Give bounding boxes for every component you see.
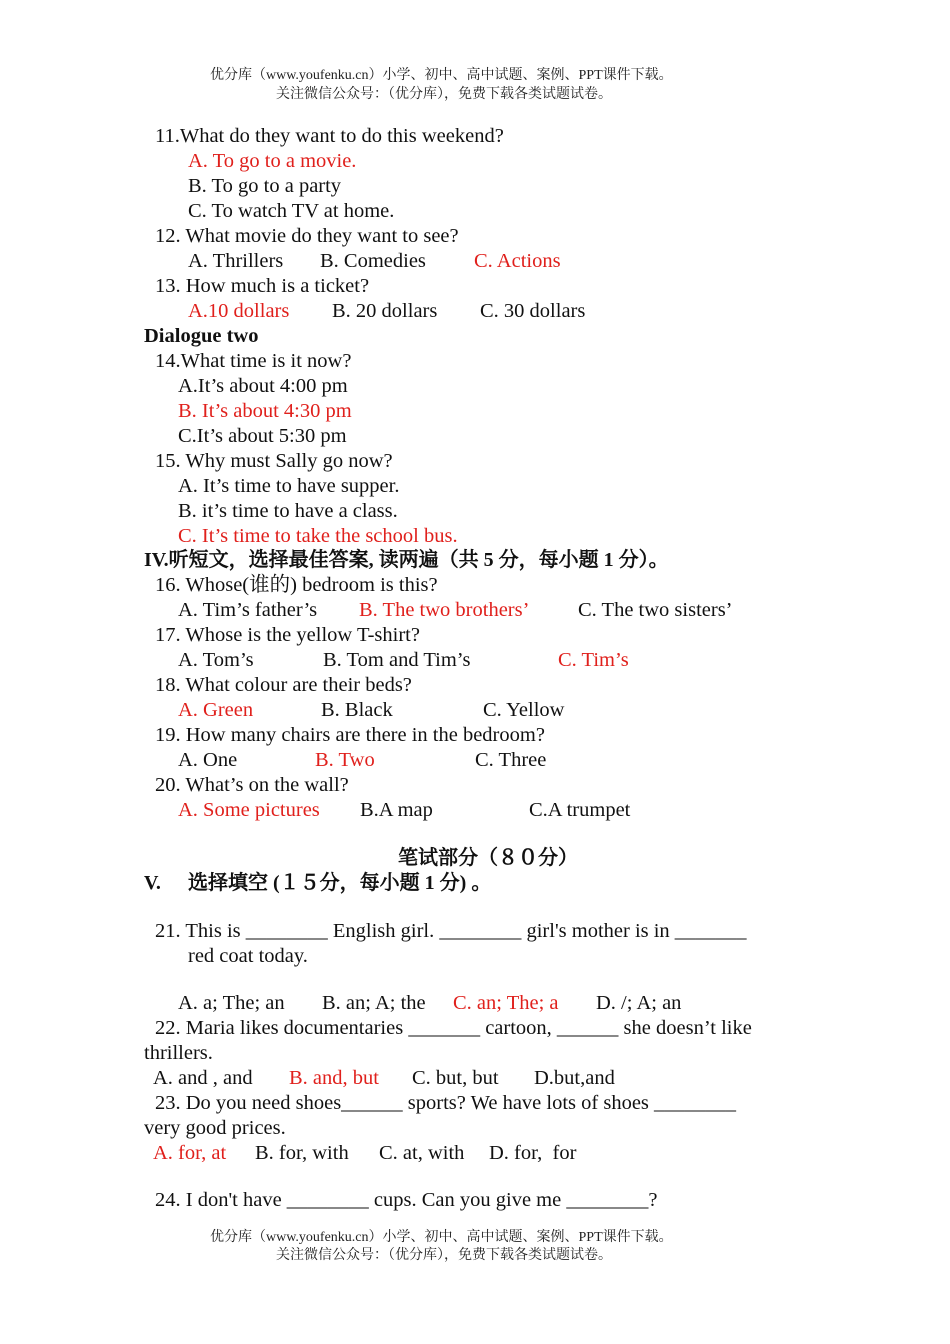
- q20-option-b: B.A map: [360, 799, 433, 821]
- header-line-1: 优分库（www.youfenku.cn）小学、初中、高中试题、案例、PPT课件下载。: [210, 68, 673, 83]
- q23-line-1: 23. Do you need shoes______ sports? We have lots of shoes ________: [155, 1092, 737, 1114]
- q23-option-b: B. for, with: [255, 1142, 349, 1164]
- q16-option-b: B. The two brothers’: [359, 599, 530, 621]
- q12-question: 12. What movie do they want to see?: [155, 225, 459, 247]
- footer-line-1: 优分库（www.youfenku.cn）小学、初中、高中试题、案例、PPT课件下载。: [210, 1230, 673, 1245]
- q20-option-c: C.A trumpet: [529, 799, 631, 821]
- q14-question: 14.What time is it now?: [155, 350, 352, 372]
- q22-option-b: B. and, but: [289, 1067, 379, 1089]
- q18-option-a: A. Green: [178, 699, 254, 721]
- q15-question: 15. Why must Sally go now?: [155, 450, 393, 472]
- q19-question: 19. How many chairs are there in the bedroom?: [155, 724, 545, 746]
- q11-option-a: A. To go to a movie.: [188, 150, 357, 172]
- q15-option-a: A. It’s time to have supper.: [178, 475, 400, 497]
- q23-option-d: D. for, for: [489, 1142, 577, 1164]
- q23-option-c: C. at, with: [379, 1142, 465, 1164]
- header-line-2: 关注微信公众号：（优分库），免费下载各类试题试卷。: [276, 87, 612, 102]
- q23-line-2: very good prices.: [144, 1117, 286, 1139]
- q14-option-c: C.It’s about 5:30 pm: [178, 425, 347, 447]
- q13-option-b: B. 20 dollars: [332, 300, 438, 322]
- q22-option-d: D.but,and: [534, 1067, 615, 1089]
- q17-option-b: B. Tom and Tim’s: [323, 649, 471, 671]
- q13-option-a: A.10 dollars: [188, 300, 290, 322]
- q16-option-a: A. Tim’s father’s: [178, 599, 318, 621]
- q18-option-c: C. Yellow: [483, 699, 565, 721]
- q20-option-a: A. Some pictures: [178, 799, 320, 821]
- q12-option-a: A. Thrillers: [188, 250, 284, 272]
- section-4-title: IV.听短文，选择最佳答案, 读两遍（共 5 分，每小题 1 分）。: [144, 549, 669, 571]
- q22-option-c: C. but, but: [412, 1067, 499, 1089]
- q15-option-b: B. it’s time to have a class.: [178, 500, 398, 522]
- q11-option-b: B. To go to a party: [188, 175, 342, 197]
- q18-option-b: B. Black: [321, 699, 393, 721]
- dialogue-two-heading: Dialogue two: [144, 325, 259, 347]
- q14-option-b: B. It’s about 4:30 pm: [178, 400, 352, 422]
- q11-question: 11.What do they want to do this weekend?: [155, 125, 504, 147]
- q14-option-a: A.It’s about 4:00 pm: [178, 375, 348, 397]
- q18-question: 18. What colour are their beds?: [155, 674, 412, 696]
- q19-option-b: B. Two: [315, 749, 375, 771]
- q22-line-2: thrillers.: [144, 1042, 213, 1064]
- q22-option-a: A. and , and: [153, 1067, 253, 1089]
- q13-option-c: C. 30 dollars: [480, 300, 586, 322]
- q17-question: 17. Whose is the yellow T-shirt?: [155, 624, 420, 646]
- q16-option-c: C. The two sisters’: [578, 599, 733, 621]
- footer-line-2: 关注微信公众号：（优分库），免费下载各类试题试卷。: [276, 1248, 612, 1263]
- q24-line-1: 24. I don't have ________ cups. Can you give me ________?: [155, 1189, 658, 1211]
- q21-line-1: 21. This is ________ English girl. ________ girl's mother is in _______: [155, 920, 747, 942]
- q23-option-a: A. for, at: [153, 1142, 227, 1164]
- section-5-number: V.: [144, 872, 161, 894]
- q22-line-1: 22. Maria likes documentaries _______ cartoon, ______ she doesn’t like: [155, 1017, 752, 1039]
- q13-question: 13. How much is a ticket?: [155, 275, 370, 297]
- written-part-heading: 笔试部分（８０分）: [398, 847, 578, 869]
- q12-option-c: C. Actions: [474, 250, 561, 272]
- q21-option-a: A. a; The; an: [178, 992, 285, 1014]
- q21-option-c: C. an; The; a: [453, 992, 559, 1014]
- q11-option-c: C. To watch TV at home.: [188, 200, 395, 222]
- q19-option-c: C. Three: [475, 749, 547, 771]
- q17-option-c: C. Tim’s: [558, 649, 629, 671]
- q12-option-b: B. Comedies: [320, 250, 426, 272]
- q19-option-a: A. One: [178, 749, 238, 771]
- q21-option-b: B. an; A; the: [322, 992, 426, 1014]
- q21-option-d: D. /; A; an: [596, 992, 682, 1014]
- q20-question: 20. What’s on the wall?: [155, 774, 349, 796]
- q16-question: 16. Whose(谁的) bedroom is this?: [155, 574, 438, 596]
- q15-option-c: C. It’s time to take the school bus.: [178, 525, 458, 547]
- q21-line-2: red coat today.: [188, 945, 308, 967]
- q17-option-a: A. Tom’s: [178, 649, 254, 671]
- section-5-title: 选择填空 (１５分，每小题 1 分) 。: [188, 872, 492, 894]
